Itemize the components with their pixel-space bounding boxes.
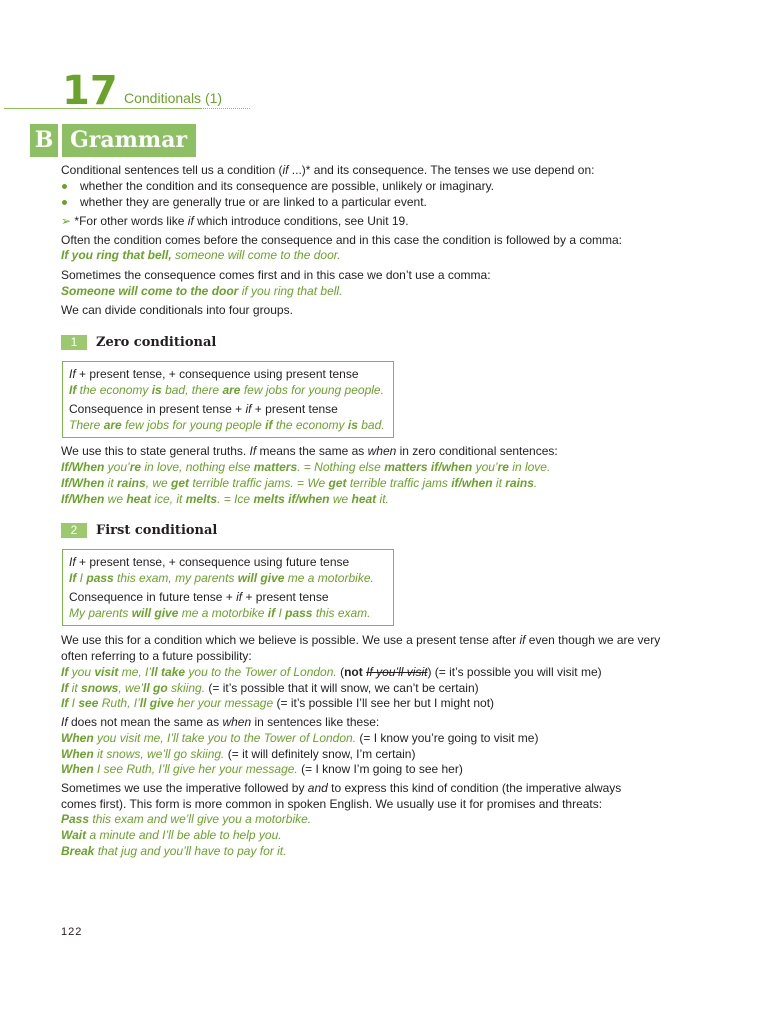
rule-example: If I pass this exam, my parents will give me a motorbike.	[69, 571, 374, 585]
bullet-text: whether they are generally true or are linked to a particular event.	[80, 195, 427, 209]
example-sentence: Pass this exam and we’ll give you a motorbike.	[61, 812, 312, 826]
reference-note: ➢ *For other words like if which introduce conditions, see Unit 19.	[61, 214, 409, 228]
rule-line: If + present tense, + consequence using present tense	[69, 367, 359, 381]
example-sentence: When I see Ruth, I’ll give her your message. (= I know I’m going to see her)	[61, 762, 463, 776]
comma-explanation: Often the condition comes before the consequence and in this case the condition is followed by a comma:	[61, 233, 622, 247]
no-comma-explanation: Sometimes the consequence comes first and in this case we don’t use a comma:	[61, 268, 491, 282]
bullet-text: whether the condition and its consequence are possible, unlikely or imaginary.	[80, 179, 495, 193]
intro-line: Conditional sentences tell us a condition (if ...)* and its consequence. The tenses we use depend on:	[61, 163, 595, 177]
rule-example: There are few jobs for young people if the economy is bad.	[69, 418, 385, 432]
rule-box	[62, 549, 394, 626]
example-sentence: If/When we heat ice, it melts. = Ice melts if/when we heat it.	[61, 492, 389, 506]
example-sentence: When it snows, we’ll go skiing. (= it will definitely snow, I’m certain)	[61, 747, 416, 761]
unit-title: Conditionals (1)	[124, 90, 223, 106]
unit-number: 17	[62, 68, 118, 114]
rule-example: If the economy is bad, there are few jobs for young people.	[69, 383, 384, 397]
header-rule	[4, 108, 200, 109]
example-sentence: Break that jug and you’ll have to pay for it.	[61, 844, 287, 858]
usage-line: Sometimes we use the imperative followed by and to express this kind of condition (the imperative always	[61, 781, 622, 795]
example-sentence: Someone will come to the door if you ring that bell.	[61, 284, 343, 298]
example-sentence: If I see Ruth, I’ll give her your message (= it’s possible I’ll see her but I might not)	[61, 696, 495, 710]
rule-box	[62, 361, 394, 438]
usage-line: We use this for a condition which we believe is possible. We use a present tense after if even though we are very	[61, 633, 661, 647]
section-heading: First conditional	[96, 523, 218, 538]
bullet-icon	[62, 184, 67, 189]
usage-line: often referring to a future possibility:	[61, 649, 252, 663]
bullet-icon	[62, 200, 67, 205]
rule-example: My parents will give me a motorbike if I pass this exam.	[69, 606, 371, 620]
groups-line: We can divide conditionals into four groups.	[61, 303, 293, 317]
section-number: 1	[61, 335, 87, 350]
rule-line: If + present tense, + consequence using future tense	[69, 555, 350, 569]
rule-line: Consequence in future tense + if + present tense	[69, 590, 329, 604]
usage-line: We use this to state general truths. If means the same as when in zero conditional sentences:	[61, 444, 558, 458]
example-sentence: If/When it rains, we get terrible traffic jams. = We get terrible traffic jams if/when it rains.	[61, 476, 538, 490]
section-letter: B	[30, 124, 58, 157]
header-rule-dotted	[200, 108, 250, 109]
page-number: 122	[61, 926, 83, 938]
section-number: 2	[61, 523, 87, 538]
arrow-icon: ➢	[61, 214, 72, 228]
example-sentence: If you visit me, I’ll take you to the Tower of London. (not If you’ll visit) (= it’s possible you will visit me)	[61, 665, 602, 679]
example-sentence: If/When you’re in love, nothing else matters. = Nothing else matters if/when you’re in love.	[61, 460, 551, 474]
example-sentence: If you ring that bell, someone will come to the door.	[61, 248, 341, 262]
section-title: Grammar	[62, 124, 196, 157]
rule-line: Consequence in present tense + if + present tense	[69, 402, 338, 416]
example-sentence: Wait a minute and I’ll be able to help you.	[61, 828, 282, 842]
section-heading: Zero conditional	[96, 335, 217, 350]
example-sentence: When you visit me, I’ll take you to the Tower of London. (= I know you’re going to visit me)	[61, 731, 539, 745]
usage-line: comes first). This form is more common in spoken English. We usually use it for promises and threats:	[61, 797, 603, 811]
example-sentence: If it snows, we’ll go skiing. (= it’s possible that it will snow, we can’t be certain)	[61, 681, 479, 695]
usage-line: If does not mean the same as when in sentences like these:	[61, 715, 380, 729]
